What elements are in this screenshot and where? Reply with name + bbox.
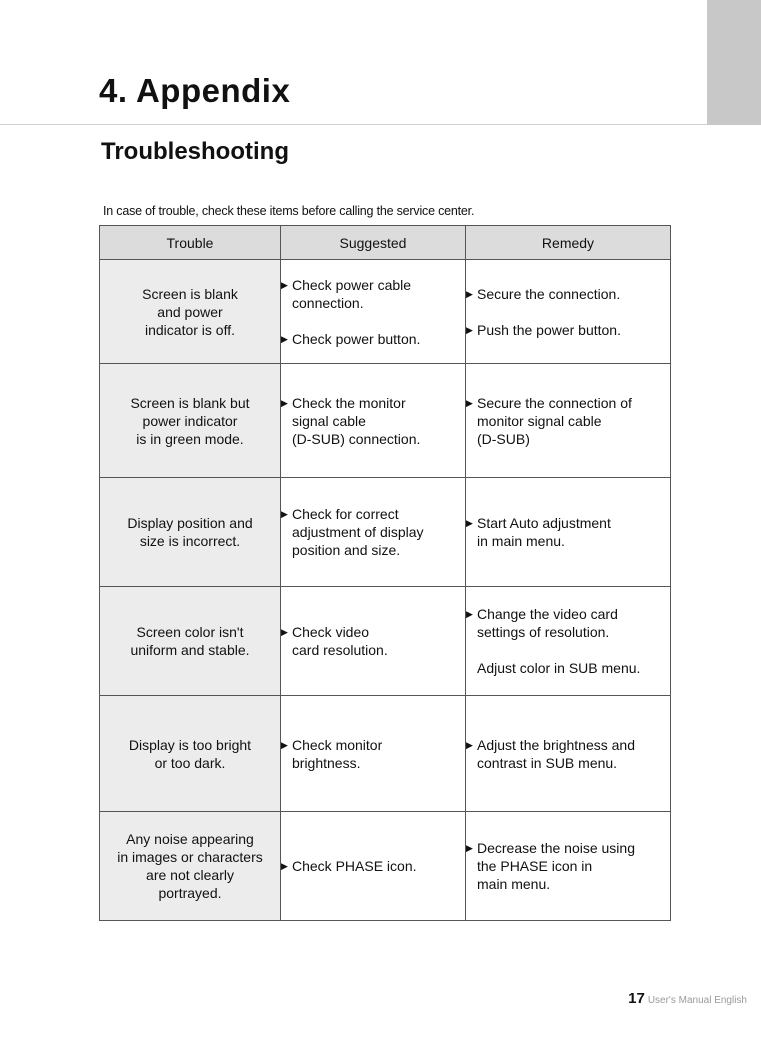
text-line: in images or characters — [117, 849, 263, 865]
header-rule — [0, 124, 707, 125]
bullet-item — [281, 505, 465, 559]
bullet-item — [466, 659, 670, 677]
bullet-item — [281, 736, 465, 772]
remedy-cell — [466, 812, 671, 921]
text-line: Check for correct — [292, 506, 399, 522]
text-line: position and size. — [292, 542, 401, 558]
text-line: Check video — [292, 624, 370, 640]
bullet-item — [281, 276, 465, 312]
bullet-text — [477, 736, 670, 772]
table-row — [100, 364, 671, 478]
text-line: uniform and stable. — [130, 642, 250, 658]
text-line: card resolution. — [292, 642, 388, 658]
text-line: and power — [157, 303, 223, 320]
bullet-text — [292, 623, 465, 659]
bullet-item — [466, 514, 670, 550]
bullet-text — [477, 514, 670, 550]
bullet-item — [281, 330, 465, 348]
bullet-text — [477, 605, 670, 641]
suggested-cell — [281, 696, 466, 812]
text-line: Decrease the noise using — [477, 840, 635, 856]
bullet-text — [292, 857, 465, 875]
bullet-arrow-icon: ▶ — [281, 861, 288, 871]
bullet-arrow-icon: ▶ — [281, 739, 288, 750]
header-suggested: Suggested — [281, 226, 466, 260]
bullet-text — [477, 659, 670, 677]
text-line: power indicator — [142, 412, 238, 429]
text-line: Check power button. — [292, 330, 421, 347]
text-line: monitor signal cable — [477, 412, 602, 429]
corner-tab — [707, 0, 761, 125]
text-line: Start Auto adjustment — [477, 515, 611, 531]
text-line: Adjust color in SUB menu. — [477, 660, 641, 676]
bullet-arrow-icon: ▶ — [281, 397, 288, 408]
table-row — [100, 260, 671, 364]
bullet-arrow-icon: ▶ — [281, 627, 288, 637]
suggested-cell — [281, 478, 466, 587]
bullet-item — [466, 839, 670, 893]
footer-label: User's Manual English — [647, 995, 747, 1006]
text-line: Display position and — [127, 515, 253, 531]
suggested-cell — [281, 364, 466, 478]
text-line: contrast in SUB menu. — [477, 754, 618, 771]
remedy-cell — [466, 478, 671, 587]
bullet-item — [281, 857, 465, 875]
bullet-item — [466, 394, 670, 448]
bullet-arrow-icon: ▶ — [281, 509, 288, 519]
text-line: settings of resolution. — [477, 624, 610, 640]
bullet-item — [466, 321, 670, 339]
text-line: (D-SUB) connection. — [292, 430, 421, 447]
text-line: Check the monitor — [292, 394, 406, 411]
text-line: indicator is off. — [144, 321, 235, 338]
bullet-item — [466, 736, 670, 772]
trouble-cell — [100, 812, 281, 921]
text-line: Check monitor — [292, 736, 383, 753]
bullet-item — [281, 623, 465, 659]
text-line: or too dark. — [154, 754, 226, 771]
text-line: Screen is blank — [142, 285, 238, 302]
text-line: the PHASE icon in — [477, 858, 593, 874]
table-row — [100, 696, 671, 812]
bullet-arrow-icon: ▶ — [466, 397, 473, 408]
table-row — [100, 478, 671, 587]
bullet-arrow-icon: ▶ — [281, 333, 288, 344]
text-line: is in green mode. — [136, 430, 244, 447]
table-row — [100, 812, 671, 921]
bullet-text — [477, 394, 670, 448]
text-line: Screen color isn't — [136, 624, 244, 640]
remedy-cell — [466, 587, 671, 696]
table-row — [100, 587, 671, 696]
bullet-text — [292, 736, 465, 772]
text-line: Check PHASE icon. — [292, 858, 417, 874]
text-line: main menu. — [477, 876, 551, 892]
bullet-item — [466, 605, 670, 641]
remedy-cell — [466, 364, 671, 478]
suggested-cell — [281, 587, 466, 696]
bullet-arrow-icon: ▶ — [466, 324, 473, 335]
header-trouble: Trouble — [100, 226, 281, 260]
text-line: in main menu. — [477, 533, 565, 549]
bullet-text — [292, 276, 465, 312]
text-line: brightness. — [292, 754, 361, 771]
header-remedy: Remedy — [466, 226, 671, 260]
bullet-item — [281, 394, 465, 448]
suggested-cell — [281, 260, 466, 364]
bullet-text — [477, 285, 670, 303]
text-line: connection. — [292, 294, 364, 311]
trouble-cell — [100, 587, 281, 696]
text-line: Check power cable — [292, 276, 412, 293]
text-line: are not clearly — [146, 867, 234, 883]
text-line: adjustment of display — [292, 524, 424, 540]
bullet-arrow-icon: ▶ — [466, 609, 473, 619]
remedy-cell — [466, 696, 671, 812]
trouble-cell — [100, 364, 281, 478]
bullet-text — [477, 321, 670, 339]
text-line: Adjust the brightness and — [477, 736, 635, 753]
bullet-text — [292, 394, 465, 448]
bullet-item — [466, 285, 670, 303]
troubleshooting-table — [99, 225, 671, 921]
bullet-arrow-icon — [466, 659, 477, 677]
bullet-arrow-icon: ▶ — [466, 739, 473, 750]
text-line: Push the power button. — [477, 321, 621, 338]
text-line: portrayed. — [158, 885, 222, 901]
chapter-title: 4. Appendix — [99, 72, 291, 109]
table-body — [100, 260, 671, 921]
text-line: Screen is blank but — [130, 394, 250, 411]
text-line: Display is too bright — [128, 736, 252, 753]
page-number: 17 — [628, 990, 645, 1007]
bullet-arrow-icon: ▶ — [466, 843, 473, 853]
text-line: Change the video card — [477, 606, 618, 622]
intro-text: In case of trouble, check these items before calling the service center. — [103, 204, 475, 218]
remedy-cell — [466, 260, 671, 364]
bullet-arrow-icon: ▶ — [466, 518, 473, 528]
text-line: size is incorrect. — [139, 533, 241, 549]
bullet-text — [292, 330, 465, 348]
bullet-text — [292, 505, 465, 559]
bullet-text — [477, 839, 670, 893]
section-title: Troubleshooting — [101, 138, 289, 165]
text-line: (D-SUB) — [477, 430, 530, 447]
page-footer — [628, 990, 747, 1008]
trouble-cell — [100, 478, 281, 587]
trouble-cell — [100, 696, 281, 812]
trouble-cell — [100, 260, 281, 364]
suggested-cell — [281, 812, 466, 921]
text-line: signal cable — [292, 412, 366, 429]
text-line: Any noise appearing — [126, 831, 254, 847]
bullet-arrow-icon: ▶ — [466, 288, 473, 299]
text-line: Secure the connection. — [477, 285, 621, 302]
text-line: Secure the connection of — [477, 394, 632, 411]
table-header-row — [100, 226, 671, 260]
bullet-arrow-icon: ▶ — [281, 279, 288, 290]
